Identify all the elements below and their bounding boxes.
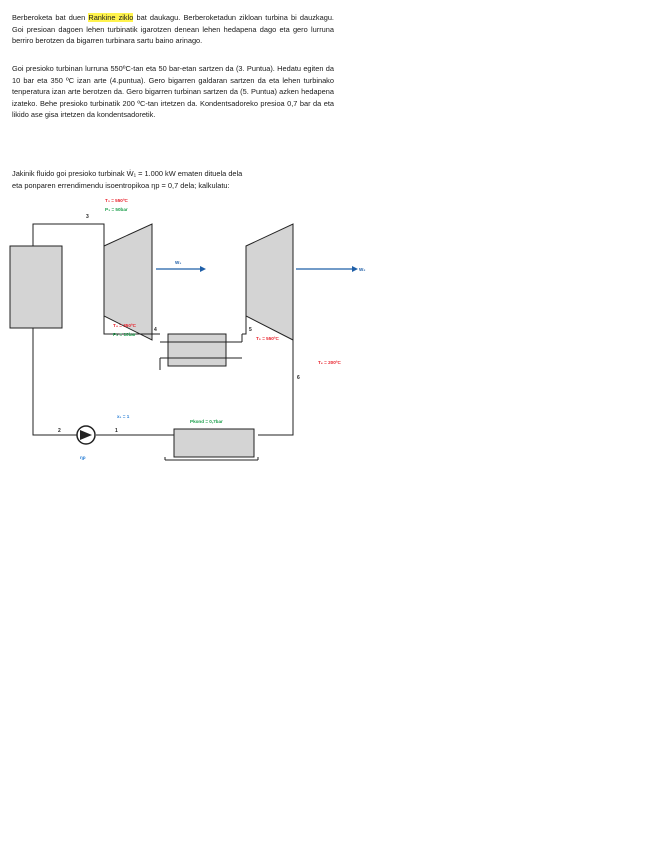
label-x1: x₁ = 1 [117, 414, 130, 419]
paragraph-intro [12, 12, 334, 47]
reheater [168, 334, 226, 366]
point-2: 2 [58, 428, 61, 434]
label-t5: T₅ = 550ºC [256, 336, 279, 341]
given-line-2: eta ponparen errendimendu isoentropikoa ηp = 0,7 dela; kalkulatu: [12, 180, 230, 190]
point-6: 6 [297, 375, 300, 381]
pipe-to-condenser [258, 340, 293, 435]
highlighted-term: Rankine ziklo [88, 13, 134, 22]
point-1: 1 [115, 428, 118, 434]
label-t6: T₆ = 200ºC [318, 360, 341, 365]
pipe-to-turbine-1 [33, 224, 104, 246]
label-p4: P₄ = 10bar [113, 332, 136, 337]
label-t4: T₄ = 350ºC [113, 323, 136, 328]
given-line-1: Jakinik fluido goi presioko turbinak Ẇ₁ = 1.000 kW ematen dituela dela [12, 169, 243, 178]
intro-text-start: Berberoketa bat duen [12, 13, 89, 22]
rankine-cycle-diagram [0, 194, 380, 469]
label-pcond: Pkond = 0,7bar [190, 419, 223, 424]
low-pressure-turbine [246, 224, 293, 340]
condenser [174, 429, 254, 457]
label-eta-p: ηp [80, 455, 86, 460]
point-5: 5 [249, 327, 252, 333]
boiler [10, 246, 62, 328]
arrow-head-1-icon [200, 266, 206, 272]
point-3: 3 [86, 214, 89, 220]
arrow-head-2-icon [352, 266, 358, 272]
intro-text-end: bat daukagu. Berberoketadun zikloan turbina bi dauzkagu. Goi presioan dagoen lehen turbinatik igarotzen denean lehen hedapena dago eta gero lurruna berriro berotzen da bigarren turbinara sartu baino arinago. [12, 13, 334, 46]
label-p3: P₃ = 50bar [105, 207, 128, 212]
pipe-pump-to-boiler [33, 328, 77, 435]
label-t3: T₃ = 550ºC [105, 198, 128, 203]
paragraph-conditions: Goi presioko turbinan lurruna 550ºC-tan eta 50 bar-etan sartzen da (3. Puntua). Hedatu egiten da 10 bar eta 350 ºC izan arte (4.puntua). Gero bigarren galdaran sartzen da eta lehen turbinako tenperatura izan arte berotzen da. Gero bigarren turbinan sartzen da (5. Puntua) azken hedapena izateko. Behe presioko turbinatik 200 ºC-tan irtetzen da. Kondentsadoreko presioa 0,7 bar da eta likido ase gisa irtetzen da kondentsadoretik. [12, 64, 334, 120]
pipe-to-turbine-2 [242, 316, 246, 334]
paragraph-given [12, 168, 334, 191]
work-label-1: W₁ [175, 260, 182, 265]
work-label-2: W₂ [359, 267, 366, 272]
point-4: 4 [154, 327, 157, 333]
